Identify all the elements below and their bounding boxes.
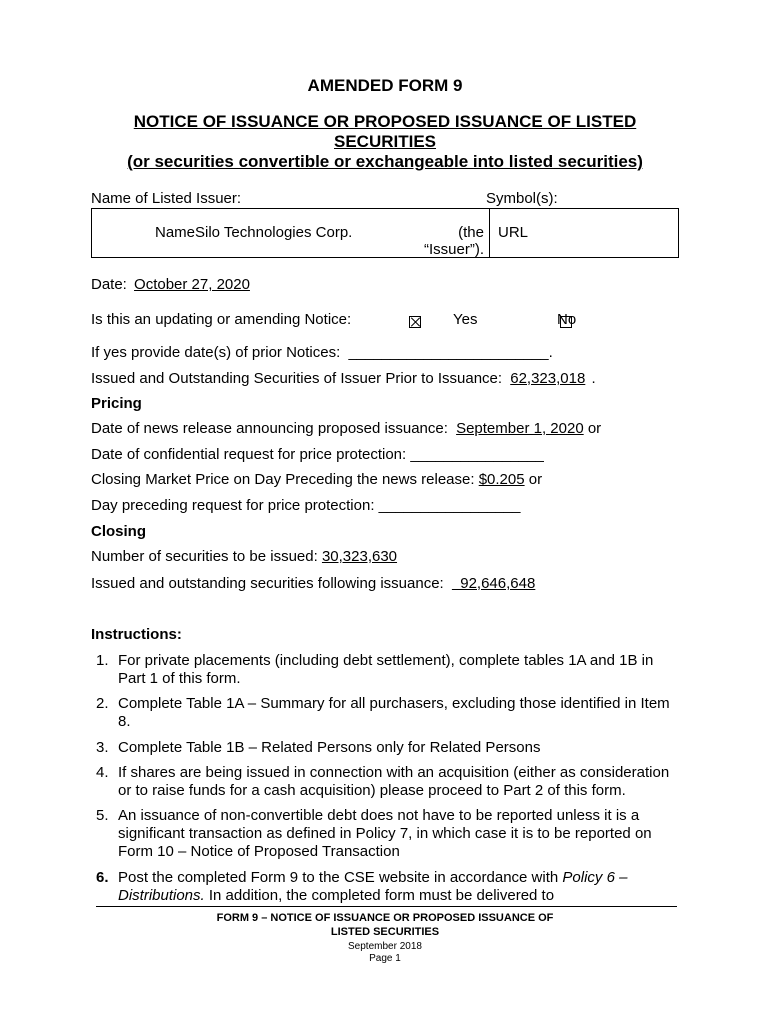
news-release-row <box>91 420 601 438</box>
instruction-item <box>91 739 681 757</box>
closing-price-label: Closing Market Price on Day Preceding the news release: <box>91 471 475 488</box>
instruction-text-pre: Post the completed Form 9 to the CSE website in accordance with <box>118 869 563 886</box>
closing-price-suffix: or <box>528 471 543 488</box>
confidential-row <box>91 446 544 464</box>
instruction-number: 3. <box>96 739 109 756</box>
outstanding-prior-value[interactable]: 62,323,018 <box>510 370 586 387</box>
closing-price-row <box>91 471 542 489</box>
yes-checkbox[interactable] <box>409 316 421 328</box>
form-subtitle <box>0 112 770 172</box>
issuer-the-text: (the <box>458 224 484 241</box>
footer-line-1: FORM 9 – NOTICE OF ISSUANCE OR PROPOSED ISSUANCE OF <box>216 912 554 924</box>
footer-divider <box>96 906 677 907</box>
instruction-text: If shares are being issued in connection with an acquisition (either as consideration or to raise funds for a cash acquisition) please proceed to Part 2 of this form. <box>118 764 670 799</box>
date-value[interactable]: October 27, 2020 <box>134 276 250 293</box>
form-title: AMENDED FORM 9 <box>307 76 463 95</box>
yes-label: Yes <box>453 311 478 328</box>
number-securities-label: Number of securities to be issued: <box>91 548 318 565</box>
closing-heading: Closing <box>91 523 146 540</box>
outstanding-prior-suffix: . <box>591 370 596 387</box>
date-label: Date: <box>91 276 127 293</box>
instruction-text: For private placements (including debt settlement), complete tables 1A and 1B in Part 1 of this form. <box>118 652 654 687</box>
instruction-text: Complete Table 1B – Related Persons only for Related Persons <box>118 739 541 756</box>
pricing-heading: Pricing <box>91 395 142 412</box>
instruction-number: 2. <box>96 695 109 712</box>
following-value[interactable]: 92,646,648 <box>451 575 536 592</box>
amending-label: Is this an updating or amending Notice: <box>91 311 352 328</box>
footer-title <box>0 911 770 939</box>
outstanding-prior-label: Issued and Outstanding Securities of Issuer Prior to Issuance: <box>91 370 503 387</box>
date-row <box>91 276 250 294</box>
instruction-number: 5. <box>96 807 109 824</box>
prior-notices-label: If yes provide date(s) of prior Notices: <box>91 344 341 361</box>
day-preceding-label: Day preceding request for price protection: <box>91 497 375 514</box>
closing-price-value[interactable]: $0.205 <box>478 471 525 488</box>
instruction-number: 4. <box>96 764 109 781</box>
number-securities-row <box>91 548 397 566</box>
subtitle-line-1: NOTICE OF ISSUANCE OR PROPOSED ISSUANCE OF LISTED <box>133 112 637 131</box>
instruction-item <box>91 807 681 861</box>
issuer-name-value[interactable]: NameSilo Technologies Corp. <box>155 224 353 241</box>
instruction-item <box>91 652 681 688</box>
instruction-text-post: In addition, the completed form must be delivered to <box>204 887 555 904</box>
footer-meta <box>0 941 770 965</box>
day-preceding-value[interactable]: _________________ <box>378 497 521 514</box>
instruction-number: 6. <box>96 869 109 886</box>
subtitle-line-2: SECURITIES <box>333 132 437 151</box>
footer-page: Page 1 <box>369 953 401 964</box>
confidential-value[interactable]: ________________ <box>410 446 544 463</box>
news-release-value[interactable]: September 1, 2020 <box>456 420 584 437</box>
news-release-label: Date of news release announcing proposed issuance: <box>91 420 448 437</box>
day-preceding-row <box>91 497 520 515</box>
outstanding-prior-row <box>91 370 596 388</box>
number-securities-value[interactable]: 30,323,630 <box>321 548 398 565</box>
instruction-text: Complete Table 1A – Summary for all purchasers, excluding those identified in Item 8. <box>118 695 670 730</box>
instruction-text <box>118 869 681 905</box>
symbol-label: Symbol(s): <box>486 190 558 207</box>
subtitle-line-3: (or securities convertible or exchangeable into listed securities) <box>127 152 643 171</box>
instruction-text: An issuance of non-convertible debt does not have to be reported unless it is a significant transaction as defined in Policy 7, in which case it is to be reported on Form 10 – Notice of Proposed Transaction <box>118 807 652 860</box>
issuer-box-divider <box>489 209 490 257</box>
instruction-item <box>91 695 681 731</box>
issuer-issuer-text: “Issuer”). <box>424 241 484 258</box>
following-label: Issued and outstanding securities following issuance: <box>91 575 444 592</box>
prior-notices-row <box>91 344 553 362</box>
news-release-suffix: or <box>587 420 602 437</box>
instruction-item <box>91 764 681 800</box>
footer-line-2: LISTED SECURITIES <box>330 926 440 938</box>
instructions-heading: Instructions: <box>91 626 182 643</box>
prior-notices-value[interactable]: ________________________. <box>348 344 553 361</box>
instruction-number: 1. <box>96 652 109 669</box>
instruction-item <box>91 869 681 905</box>
confidential-label: Date of confidential request for price protection: <box>91 446 407 463</box>
issuer-name-label: Name of Listed Issuer: <box>91 190 242 207</box>
no-label: No <box>557 311 577 328</box>
following-row <box>91 575 535 593</box>
instruction-text-italic: Policy 6 – Distributions. <box>118 869 628 904</box>
footer-date: September 2018 <box>348 941 422 952</box>
symbol-value[interactable]: URL <box>498 224 529 241</box>
